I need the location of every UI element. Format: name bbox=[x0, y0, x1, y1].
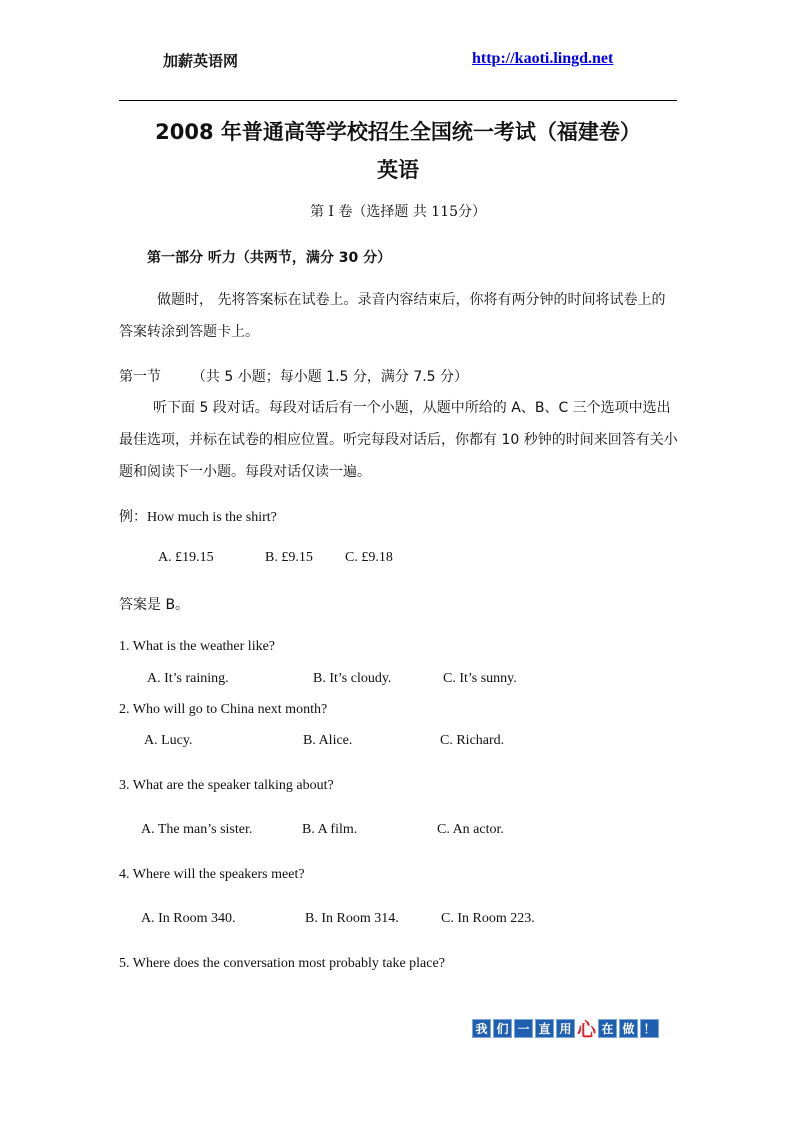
question-2: 2. Who will go to China next month? bbox=[119, 702, 328, 717]
instructions-paragraph: 做题时， 先将答案标在试卷上。录音内容结束后，你将有两分钟的时间将试卷上的答案转涂到答题卡上。 bbox=[119, 292, 666, 340]
question-1-option-b: B. It’s cloudy. bbox=[313, 671, 392, 686]
question-4: 4. Where will the speakers meet? bbox=[119, 867, 305, 882]
question-3-option-c: C. An actor. bbox=[437, 822, 504, 837]
slogan-tile: 做 bbox=[619, 1019, 638, 1038]
example-answer: 答案是 B。 bbox=[119, 597, 190, 613]
question-4-option-c: C. In Room 223. bbox=[441, 911, 535, 926]
question-2-option-b: B. Alice. bbox=[303, 733, 353, 748]
question-3-option-a: A. The man’s sister. bbox=[141, 822, 253, 837]
section-heading bbox=[119, 366, 468, 386]
footer-slogan-banner bbox=[472, 1019, 659, 1041]
section-label: 第一节 bbox=[119, 369, 161, 385]
part-heading: 第一部分 听力（共两节，满分 30 分） bbox=[147, 250, 392, 266]
heart-icon: 心 bbox=[577, 1019, 597, 1041]
slogan-tile: 一 bbox=[514, 1019, 533, 1038]
section-detail: （共 5 小题；每小题 1.5 分，满分 7.5 分） bbox=[191, 369, 469, 385]
site-url-link[interactable]: http://kaoti.lingd.net bbox=[472, 50, 614, 67]
slogan-tile: ！ bbox=[640, 1019, 659, 1038]
slogan-tile: 直 bbox=[535, 1019, 554, 1038]
site-name: 加薪英语网 bbox=[163, 52, 239, 70]
section-paragraph: 听下面 5 段对话。每段对话后有一个小题，从题中所给的 A、B、C 三个选项中选出最佳选项，并标在试卷的相应位置。听完每段对话后，你都有 10 秒钟的时间来回答有关小题和阅读下一小题。每段对话仅读一遍。 bbox=[119, 400, 678, 480]
example-option-c: C. £9.18 bbox=[345, 550, 393, 565]
question-5: 5. Where does the conversation most probably take place? bbox=[119, 956, 445, 971]
question-1-option-a: A. It’s raining. bbox=[147, 671, 229, 686]
question-3: 3. What are the speaker talking about? bbox=[119, 778, 334, 793]
question-4-option-a: A. In Room 340. bbox=[141, 911, 236, 926]
header-divider bbox=[119, 100, 677, 101]
example-option-b: B. £9.15 bbox=[265, 550, 313, 565]
example-option-a: A. £19.15 bbox=[158, 550, 214, 565]
exam-subject: 英语 bbox=[377, 158, 419, 182]
exam-title: 2008 年普通高等学校招生全国统一考试（福建卷） bbox=[155, 120, 641, 144]
slogan-tile: 我 bbox=[472, 1019, 491, 1038]
question-4-option-b: B. In Room 314. bbox=[305, 911, 399, 926]
slogan-tile: 用 bbox=[556, 1019, 575, 1038]
slogan-tile: 在 bbox=[598, 1019, 617, 1038]
slogan-tile: 们 bbox=[493, 1019, 512, 1038]
question-1-option-c: C. It’s sunny. bbox=[443, 671, 517, 686]
question-1: 1. What is the weather like? bbox=[119, 639, 276, 654]
example-question: 例：How much is the shirt? bbox=[119, 510, 277, 525]
question-3-option-b: B. A film. bbox=[302, 822, 358, 837]
question-2-option-a: A. Lucy. bbox=[144, 733, 193, 748]
question-2-option-c: C. Richard. bbox=[440, 733, 505, 748]
volume-heading: 第 I 卷（选择题 共 115分） bbox=[309, 204, 487, 220]
